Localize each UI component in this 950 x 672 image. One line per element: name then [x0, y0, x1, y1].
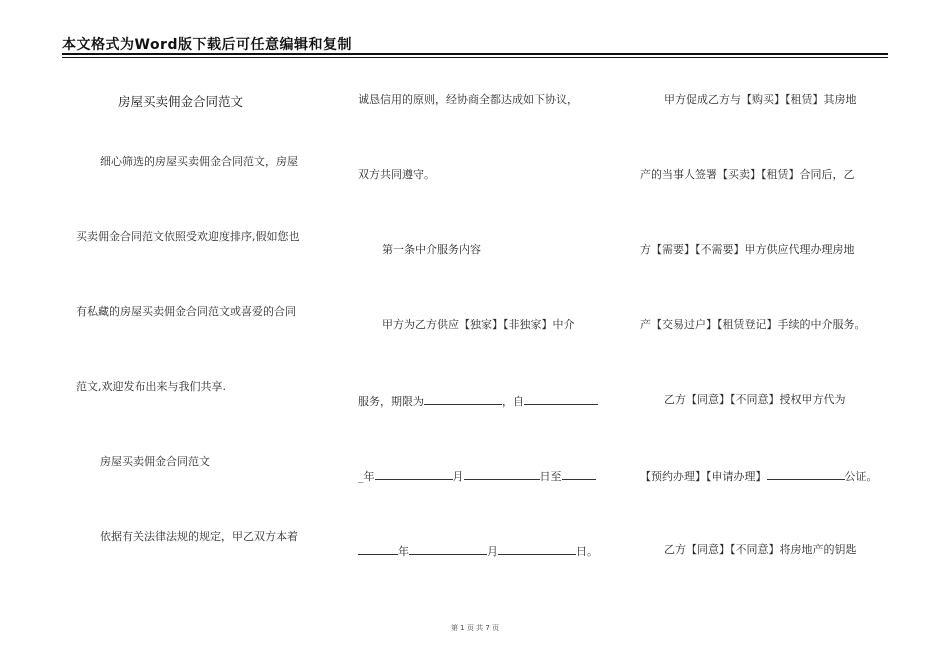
col2-line-1: 诚恳信用的原则，经协商全都达成如下协议， [358, 93, 578, 106]
col1-line-3: 有私藏的房屋买卖佣金合同范文或喜爱的合同 [76, 305, 296, 318]
col2-line-5-text-a: 服务，期限为 [358, 395, 424, 408]
header-rule-thick [62, 53, 888, 55]
term-blank [424, 393, 502, 405]
col2-line-6-text-a: _年 [358, 470, 375, 483]
end-year-blank-2 [358, 543, 398, 555]
col1-line-4: 范文,欢迎发布出来与我们共享. [76, 380, 226, 393]
col3-line-7: 乙方【同意】【不同意】将房地产的钥匙 [664, 543, 857, 556]
notary-blank [767, 468, 845, 480]
col2-line-5-text-b: ，自 [502, 395, 524, 408]
col3-line-2: 产的当事人签署【买卖】【租赁】合同后，乙 [640, 168, 855, 181]
col2-line-7-text-c: 日。 [576, 545, 598, 558]
start-month-blank [464, 468, 540, 480]
col1-line-6: 依据有关法律法规的规定，甲乙双方本着 [100, 530, 298, 543]
document-title: 房屋买卖佣金合同范文 [118, 94, 244, 109]
col2-line-7-text-b: 月 [487, 545, 498, 558]
end-year-blank [562, 468, 596, 480]
col1-line-2: 买卖佣金合同范文依照受欢迎度排序,假如您也 [76, 230, 300, 243]
col2-line-6-text-b: 月 [452, 470, 464, 483]
col3-line-6-text-b: 公证。 [844, 470, 878, 483]
page-footer: 第 1 页 共 7 页 [450, 624, 500, 632]
download-banner: 本文格式为Word版下载后可任意编辑和复制 [62, 37, 352, 53]
col3-line-1: 甲方促成乙方与【购买】【租赁】其房地 [664, 93, 857, 106]
col2-line-4: 甲方为乙方供应【独家】【非独家】中介 [382, 318, 575, 331]
col2-line-7-text-a: 年 [398, 545, 409, 558]
col2-line-3: 第一条中介服务内容 [382, 243, 481, 256]
end-month-blank [409, 543, 487, 555]
col1-line-1: 细心筛选的房屋买卖佣金合同范文，房屋 [100, 155, 298, 168]
col3-line-6-text-a: 【预约办理】【申请办理】 [640, 470, 767, 483]
end-day-blank [498, 543, 576, 555]
start-year-blank [375, 468, 453, 480]
col1-line-5: 房屋买卖佣金合同范文 [100, 455, 210, 468]
col3-line-4: 产【交易过户】【租赁登记】手续的中介服务。 [640, 318, 866, 331]
col2-line-2: 双方共同遵守。 [358, 168, 435, 181]
col3-line-6 [640, 468, 878, 484]
col3-line-5: 乙方【同意】【不同意】授权甲方代为 [664, 393, 846, 406]
col2-line-6 [358, 468, 596, 484]
col2-line-5 [358, 393, 598, 409]
col2-line-7 [358, 543, 598, 559]
header-rule-thin [62, 57, 888, 58]
start-blank [524, 393, 598, 405]
col2-line-6-text-c: 日至 [539, 470, 562, 483]
col3-line-3: 方【需要】【不需要】甲方供应代理办理房地 [640, 243, 855, 256]
